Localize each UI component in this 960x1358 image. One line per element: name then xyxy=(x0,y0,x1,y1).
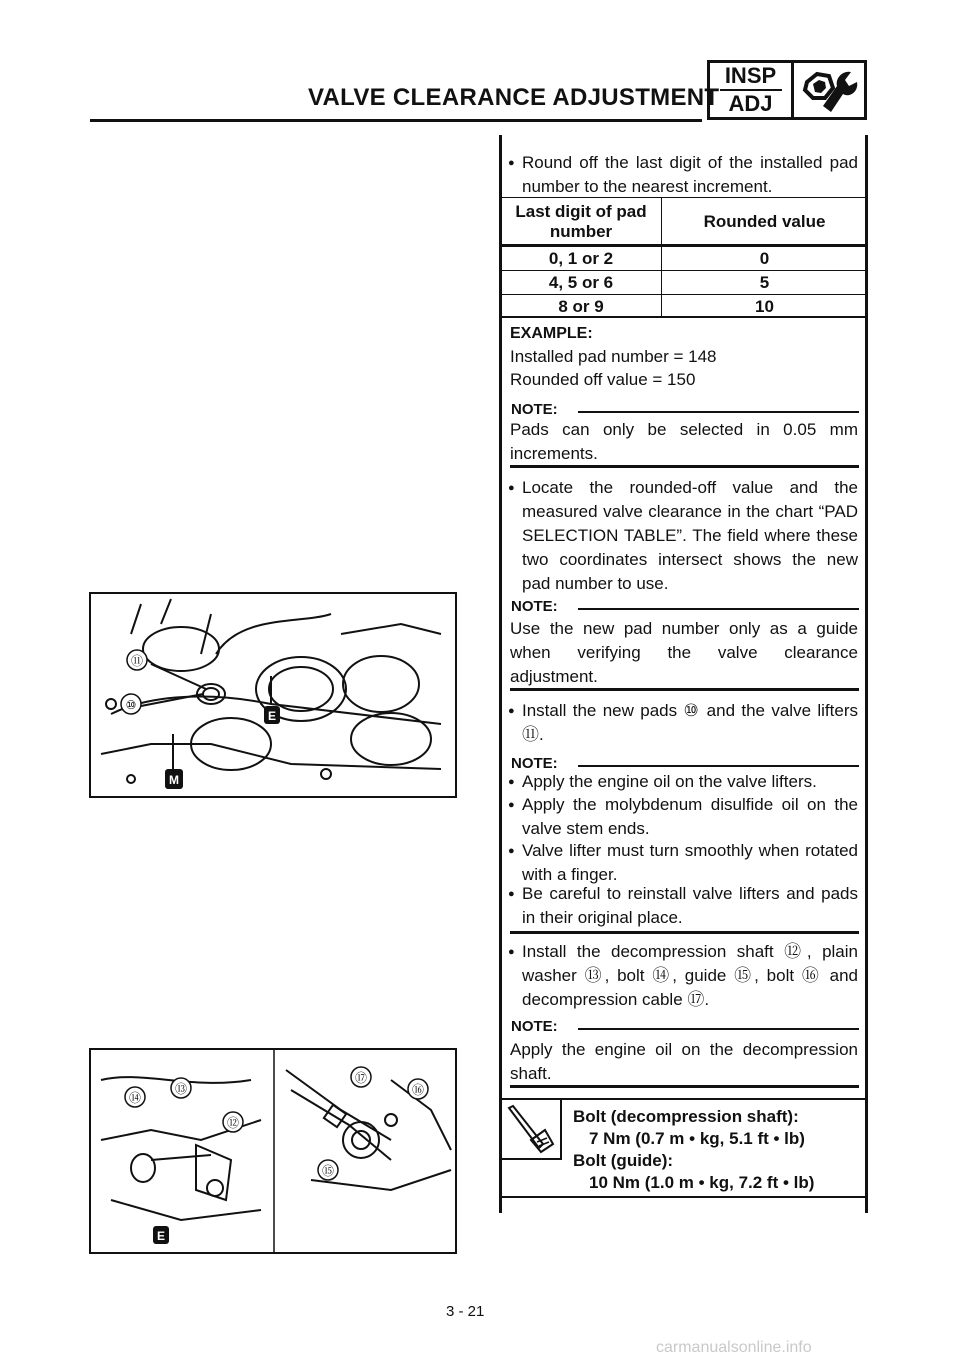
svg-text:E: E xyxy=(267,709,277,723)
note-label: NOTE: xyxy=(511,598,558,615)
note-item: ● Apply the molybdenum disulfide oil on the valve stem ends. xyxy=(508,793,858,841)
table-row xyxy=(501,271,867,295)
table-bottom-rule xyxy=(501,316,865,318)
table-header-row xyxy=(501,198,867,247)
table-header-rule xyxy=(501,244,865,246)
note-item: ● Be careful to reinstall valve lifters and pads in their original place. xyxy=(508,882,858,930)
step-install-decompression-shaft: ● Install the decompression shaft ⑫, plain washer ⑬, bolt ⑭, guide ⑮, bolt ⑯ and decompression cable ⑰. xyxy=(508,940,858,1012)
note-item: ● Apply the engine oil on the valve lifters. xyxy=(508,770,858,794)
step-install-pads: ● Install the new pads ⑩ and the valve lifters ⑪. xyxy=(508,699,858,747)
callout-11: ⑪ xyxy=(130,654,144,668)
note-label: NOTE: xyxy=(511,401,558,418)
note-top-rule xyxy=(578,411,859,413)
step-round-off: ● Round off the last digit of the installed pad number to the nearest increment. xyxy=(508,151,858,199)
torque-value-guide: 10 Nm (1.0 m • kg, 7.2 ft • lb) xyxy=(589,1173,815,1192)
example-line-2: Rounded off value = 150 xyxy=(510,370,696,389)
watermark: carmanualsonline.info xyxy=(656,1339,812,1356)
note-bottom-rule xyxy=(510,465,859,468)
section-badge xyxy=(707,60,867,120)
table-row xyxy=(501,295,867,319)
table-cell-digit: 8 or 9 xyxy=(501,295,662,319)
rounding-table xyxy=(501,198,867,318)
callout-16: ⑯ xyxy=(411,1083,425,1097)
badge-insp: INSP xyxy=(724,63,777,88)
note-decompression-oil: Apply the engine oil on the decompression shaft. xyxy=(510,1040,858,1083)
note-item: ● Valve lifter must turn smoothly when rotated with a finger. xyxy=(508,839,858,887)
note-label: NOTE: xyxy=(511,1018,558,1035)
table-row xyxy=(501,247,867,271)
page-number: 3 - 21 xyxy=(446,1303,485,1320)
engine-head-illustration xyxy=(91,594,455,796)
callout-12: ⑫ xyxy=(226,1116,240,1130)
note-guide-only: Use the new pad number only as a guide when verifying the valve clearance adjustment. xyxy=(510,619,858,686)
torque-bottom-rule xyxy=(501,1196,865,1198)
table-cell-value: 5 xyxy=(662,271,868,295)
callout-15: ⑮ xyxy=(321,1164,335,1178)
step-locate-pad: ● Locate the rounded-off value and the measured valve clearance in the chart “PAD SELECTION TABLE”. The field where these two coordinates intersect shows the new pad number to use. xyxy=(508,476,858,596)
callout-14: ⑭ xyxy=(128,1091,142,1105)
note-top-rule xyxy=(578,608,859,610)
callout-17: ⑰ xyxy=(354,1071,368,1085)
torque-label-guide: Bolt (guide): xyxy=(573,1151,674,1170)
note-label: NOTE: xyxy=(511,755,558,772)
table-cell-value: 10 xyxy=(662,295,868,319)
badge-adj: ADJ xyxy=(728,91,773,116)
page-title: VALVE CLEARANCE ADJUSTMENT xyxy=(308,84,720,111)
callout-10: ⑩ xyxy=(125,698,137,712)
note-bottom-rule xyxy=(510,688,859,691)
torque-value-shaft: 7 Nm (0.7 m • kg, 5.1 ft • lb) xyxy=(589,1129,805,1148)
torque-specs xyxy=(573,1106,814,1194)
torque-label-shaft: Bolt (decompression shaft): xyxy=(573,1107,799,1126)
note-top-rule xyxy=(578,1028,859,1030)
callout-labels xyxy=(121,650,147,714)
header-rule xyxy=(90,119,702,122)
callout-13: ⑬ xyxy=(174,1082,188,1096)
oil-symbol-m xyxy=(165,769,183,789)
note-bottom-rule xyxy=(510,931,859,934)
torque-wrench-icon xyxy=(501,1100,562,1160)
table-header-digit: Last digit of pad number xyxy=(501,198,662,247)
oil-symbol-e xyxy=(264,706,280,724)
table-cell-digit: 0, 1 or 2 xyxy=(501,247,662,271)
section-badge-text xyxy=(710,63,794,117)
figure-decompression-shaft xyxy=(89,1048,457,1254)
decompression-illustration xyxy=(91,1050,455,1252)
callout-labels xyxy=(125,1067,428,1180)
note-bottom-rule xyxy=(510,1085,859,1088)
table-cell-value: 0 xyxy=(662,247,868,271)
note-pads-increments: Pads can only be selected in 0.05 mm increments. xyxy=(510,420,858,463)
table-cell-digit: 4, 5 or 6 xyxy=(501,271,662,295)
note-top-rule xyxy=(578,765,859,767)
wrench-nut-icon xyxy=(794,63,864,117)
svg-text:M: M xyxy=(169,773,179,787)
table-header-rounded: Rounded value xyxy=(703,212,826,231)
example-line-1: Installed pad number = 148 xyxy=(510,347,717,366)
svg-text:E: E xyxy=(156,1229,166,1243)
example-label: EXAMPLE: xyxy=(510,325,593,342)
figure-valve-lifter-install xyxy=(89,592,457,798)
oil-symbol-e xyxy=(153,1226,169,1244)
